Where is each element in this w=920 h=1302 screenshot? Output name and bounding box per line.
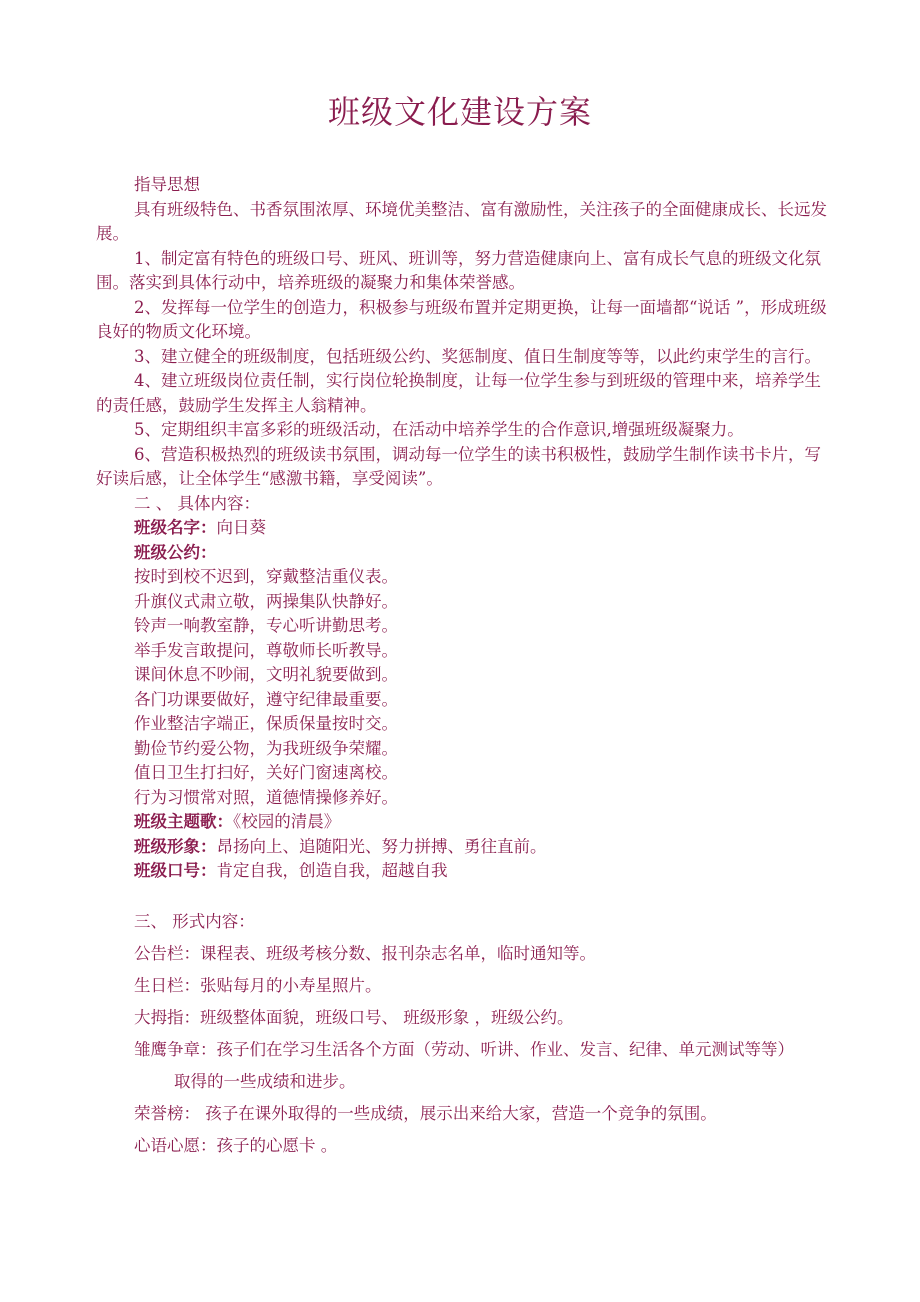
song-value: 《校园的清晨》 bbox=[233, 812, 341, 831]
wish-line: 心语心愿：孩子的心愿卡 。 bbox=[134, 1136, 338, 1155]
convention-line: 举手发言敢提问，尊敬师长听教导。 bbox=[134, 640, 398, 660]
honor-line: 荣誉榜： 孩子在课外取得的一些成绩，展示出来给大家，营造一个竞争的氛围。 bbox=[134, 1104, 717, 1123]
class-name-value: 向日葵 bbox=[216, 518, 266, 537]
guide-heading: 指导思想 bbox=[134, 175, 200, 194]
slogan-value: 肯定自我，创造自我，超越自我 bbox=[216, 861, 448, 880]
eagle-text-2: 取得的一些成绩和进步。 bbox=[174, 1072, 356, 1091]
song-label: 班级主题歌： bbox=[134, 812, 233, 831]
image-line bbox=[96, 835, 831, 860]
convention-line: 按时到校不迟到，穿戴整洁重仪表。 bbox=[134, 567, 398, 586]
image-label: 班级形象： bbox=[134, 836, 217, 856]
class-name-label: 班级名字： bbox=[134, 518, 217, 537]
guide-item-2: 2、发挥每一位学生的创造力，积极参与班级布置并定期更换，让每一面墙都“说话 ”，形成班级良好的物质文化环境。 bbox=[96, 297, 827, 341]
eagle-line bbox=[96, 1034, 831, 1098]
bulletin-line: 公告栏：课程表、班级考核分数、报刊杂志名单，临时通知等。 bbox=[134, 944, 596, 963]
content-heading: 二 、 具体内容： bbox=[134, 493, 260, 513]
slogan-line bbox=[96, 859, 831, 884]
convention-line: 升旗仪式肃立敬，两操集队快静好。 bbox=[134, 591, 398, 611]
guide-item-3: 3、建立健全的班级制度，包括班级公约、奖惩制度、值日生制度等等，以此约束学生的言行。 bbox=[134, 346, 821, 366]
form-content bbox=[96, 906, 831, 1162]
guide-item-1: 1、制定富有特色的班级口号、班风、班训等，努力营造健康向上、富有成长气息的班级文化氛围。落实到具体行动中，培养班级的凝聚力和集体荣誉感。 bbox=[96, 248, 821, 292]
document-body bbox=[96, 173, 831, 884]
slogan-label: 班级口号： bbox=[134, 861, 217, 880]
convention-line: 勤俭节约爱公物，为我班级争荣耀。 bbox=[134, 738, 398, 758]
image-value: 昂扬向上、追随阳光、努力拼搏、勇往直前。 bbox=[216, 836, 547, 856]
birthday-line: 生日栏：张贴每月的小寿星照片。 bbox=[134, 976, 382, 995]
eagle-text-1: 雏鹰争章：孩子们在学习生活各个方面（劳动、听讲、作业、发言、纪律、单元测试等等） bbox=[134, 1040, 794, 1059]
thumb-line: 大拇指：班级整体面貌，班级口号、 班级形象 ，班级公约。 bbox=[134, 1008, 574, 1027]
convention-line: 课间休息不吵闹，文明礼貌要做到。 bbox=[134, 665, 398, 684]
convention-label: 班级公约： bbox=[134, 542, 217, 562]
document-title: 班级文化建设方案 bbox=[327, 93, 592, 131]
guide-text: 具有班级特色、书香氛围浓厚、环境优美整洁、富有激励性，关注孩子的全面健康成长、长远发展。 bbox=[96, 199, 827, 243]
guide-item-6: 6、营造积极热烈的班级读书氛围，调动每一位学生的读书积极性，鼓励学生制作读书卡片，写好读后感，让全体学生“感激书籍，享受阅读”。 bbox=[96, 444, 821, 488]
guide-item-4: 4、建立班级岗位责任制，实行岗位轮换制度，让每一位学生参与到班级的管理中来，培养学生的责任感，鼓励学生发挥主人翁精神。 bbox=[96, 371, 821, 415]
song-line bbox=[96, 810, 831, 835]
class-name-line bbox=[96, 516, 831, 541]
convention-line: 作业整洁字端正，保质保量按时交。 bbox=[134, 714, 398, 733]
convention-line: 值日卫生打扫好，关好门窗速离校。 bbox=[134, 763, 398, 782]
guide-item-5: 5、定期组织丰富多彩的班级活动，在活动中培养学生的合作意识,增强班级凝聚力。 bbox=[134, 420, 744, 439]
form-heading: 三、 形式内容： bbox=[134, 912, 255, 931]
convention-line: 各门功课要做好，遵守纪律最重要。 bbox=[134, 689, 398, 709]
convention-line: 铃声一响教室静，专心听讲勤思考。 bbox=[134, 616, 398, 635]
convention-line: 行为习惯常对照，道德情操修养好。 bbox=[134, 787, 398, 807]
